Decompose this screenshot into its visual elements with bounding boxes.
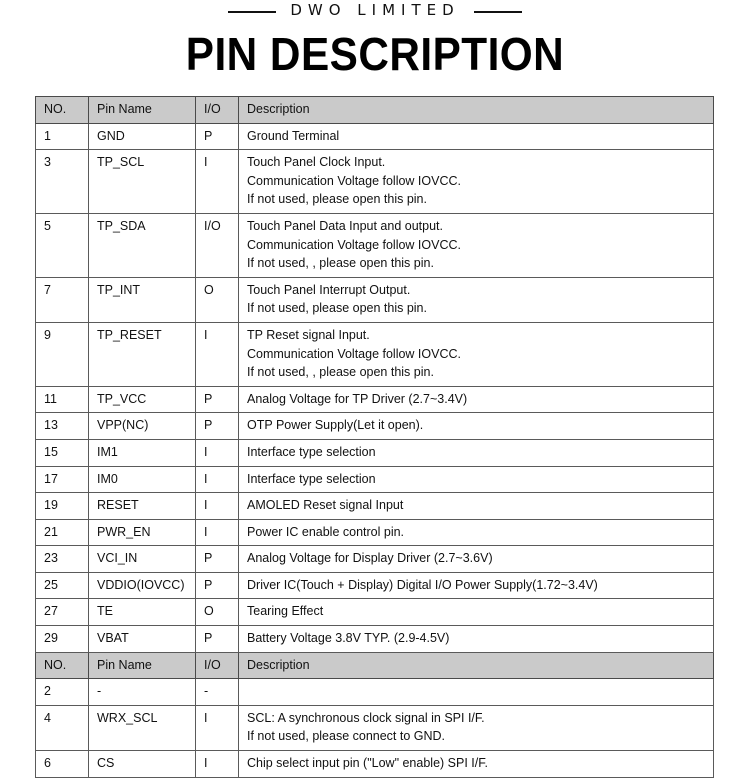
cell-no: 25 [36, 572, 89, 599]
cell-io: I [196, 519, 239, 546]
cell-no: 11 [36, 386, 89, 413]
column-header-cell-pin-name: Pin Name [89, 652, 196, 679]
cell-io: I [196, 322, 239, 386]
cell-description [239, 572, 714, 599]
description-line: Analog Voltage for TP Driver (2.7~3.4V) [247, 391, 468, 406]
cell-description [239, 493, 714, 520]
table-row [36, 519, 714, 546]
column-header-cell-description: Description [239, 97, 714, 124]
table-header-row [36, 652, 714, 679]
table-row [36, 626, 714, 653]
description-line: OTP Power Supply(Let it open). [247, 418, 424, 433]
cell-no: 1 [36, 123, 89, 150]
description-line: If not used, please open this pin. [247, 301, 427, 316]
description-line: Driver IC(Touch + Display) Digital I/O Power Supply(1.72~3.4V) [247, 577, 598, 592]
description-line: Ground Terminal [247, 128, 340, 143]
cell-no: 4 [36, 705, 89, 750]
cell-pin-name: VCI_IN [89, 546, 196, 573]
cell-io: I [196, 705, 239, 750]
cell-pin-name: IM1 [89, 439, 196, 466]
cell-pin-name: TP_VCC [89, 386, 196, 413]
description-line: Communication Voltage follow IOVCC. [247, 346, 461, 361]
cell-no: 3 [36, 150, 89, 214]
cell-description [239, 150, 714, 214]
cell-pin-name: TP_SCL [89, 150, 196, 214]
cell-io: I [196, 751, 239, 778]
description-line: Analog Voltage for Display Driver (2.7~3.6V) [247, 551, 493, 566]
description-line: If not used, , please open this pin. [247, 365, 434, 380]
brand-rule-left [228, 11, 276, 13]
cell-no: 19 [36, 493, 89, 520]
table-row [36, 493, 714, 520]
cell-no: 21 [36, 519, 89, 546]
cell-description [239, 439, 714, 466]
table-row [36, 572, 714, 599]
cell-io: O [196, 599, 239, 626]
table-row [36, 150, 714, 214]
cell-pin-name: TP_INT [89, 277, 196, 322]
brand-header [0, 0, 750, 22]
column-header-cell-no: NO. [36, 97, 89, 124]
description-line: Battery Voltage 3.8V TYP. (2.9-4.5V) [247, 631, 450, 646]
description-line: If not used, please open this pin. [247, 192, 427, 207]
description-line: Power IC enable control pin. [247, 524, 405, 539]
description-line: AMOLED Reset signal Input [247, 498, 404, 513]
table-row [36, 439, 714, 466]
cell-io: P [196, 546, 239, 573]
cell-pin-name: RESET [89, 493, 196, 520]
cell-pin-name: VBAT [89, 626, 196, 653]
description-line: Communication Voltage follow IOVCC. [247, 237, 461, 252]
cell-no: 6 [36, 751, 89, 778]
table-row [36, 705, 714, 750]
cell-io: I [196, 466, 239, 493]
description-line: Chip select input pin ("Low" enable) SPI I/F. [247, 756, 488, 771]
cell-pin-name: GND [89, 123, 196, 150]
table-row [36, 546, 714, 573]
cell-no: 17 [36, 466, 89, 493]
cell-pin-name: IM0 [89, 466, 196, 493]
cell-description [239, 123, 714, 150]
cell-io: P [196, 413, 239, 440]
pin-description-table-container [35, 96, 713, 778]
description-line: Touch Panel Data Input and output. [247, 218, 443, 233]
cell-pin-name: TE [89, 599, 196, 626]
cell-io: I [196, 150, 239, 214]
cell-no: 2 [36, 679, 89, 706]
table-row [36, 751, 714, 778]
description-line: TP Reset signal Input. [247, 327, 370, 342]
description-line: Touch Panel Clock Input. [247, 155, 386, 170]
table-row [36, 413, 714, 440]
table-header-row [36, 97, 714, 124]
cell-no: 9 [36, 322, 89, 386]
description-empty [247, 684, 250, 698]
cell-pin-name: CS [89, 751, 196, 778]
cell-description [239, 626, 714, 653]
pin-description-table [35, 96, 714, 778]
cell-io: P [196, 572, 239, 599]
cell-no: 29 [36, 626, 89, 653]
cell-pin-name: TP_RESET [89, 322, 196, 386]
cell-io: I [196, 439, 239, 466]
cell-no: 23 [36, 546, 89, 573]
table-row [36, 679, 714, 706]
description-line: SCL: A synchronous clock signal in SPI I/F. [247, 710, 485, 725]
description-line: Communication Voltage follow IOVCC. [247, 173, 461, 188]
description-line: Tearing Effect [247, 604, 324, 619]
table-row [36, 213, 714, 277]
cell-io: I/O [196, 213, 239, 277]
table-row [36, 386, 714, 413]
cell-io: P [196, 123, 239, 150]
cell-description [239, 277, 714, 322]
column-header-cell-no: NO. [36, 652, 89, 679]
cell-description [239, 705, 714, 750]
column-header-cell-pin-name: Pin Name [89, 97, 196, 124]
cell-io: O [196, 277, 239, 322]
cell-pin-name: - [89, 679, 196, 706]
description-line: If not used, please connect to GND. [247, 729, 446, 744]
cell-description [239, 413, 714, 440]
table-body [36, 97, 714, 778]
cell-description [239, 599, 714, 626]
table-row [36, 123, 714, 150]
cell-pin-name: VPP(NC) [89, 413, 196, 440]
table-row [36, 277, 714, 322]
column-header-cell-io: I/O [196, 652, 239, 679]
cell-description [239, 519, 714, 546]
cell-description [239, 322, 714, 386]
table-row [36, 599, 714, 626]
description-line: Interface type selection [247, 444, 376, 459]
cell-pin-name: WRX_SCL [89, 705, 196, 750]
brand-name: DWO LIMITED [290, 0, 460, 19]
cell-no: 27 [36, 599, 89, 626]
column-header-cell-io: I/O [196, 97, 239, 124]
column-header-cell-description: Description [239, 652, 714, 679]
cell-no: 13 [36, 413, 89, 440]
table-row [36, 322, 714, 386]
description-line: Touch Panel Interrupt Output. [247, 282, 411, 297]
cell-description [239, 466, 714, 493]
cell-description [239, 679, 714, 706]
cell-io: P [196, 626, 239, 653]
cell-no: 15 [36, 439, 89, 466]
cell-io: I [196, 493, 239, 520]
cell-io: P [196, 386, 239, 413]
cell-no: 7 [36, 277, 89, 322]
cell-pin-name: TP_SDA [89, 213, 196, 277]
cell-description [239, 546, 714, 573]
description-line: If not used, , please open this pin. [247, 256, 434, 271]
cell-io: - [196, 679, 239, 706]
cell-description [239, 213, 714, 277]
cell-pin-name: VDDIO(IOVCC) [89, 572, 196, 599]
brand-rule-right [474, 11, 522, 13]
cell-pin-name: PWR_EN [89, 519, 196, 546]
page-title: PIN DESCRIPTION [185, 28, 565, 80]
table-row [36, 466, 714, 493]
cell-no: 5 [36, 213, 89, 277]
description-line: Interface type selection [247, 471, 376, 486]
cell-description [239, 751, 714, 778]
cell-description [239, 386, 714, 413]
